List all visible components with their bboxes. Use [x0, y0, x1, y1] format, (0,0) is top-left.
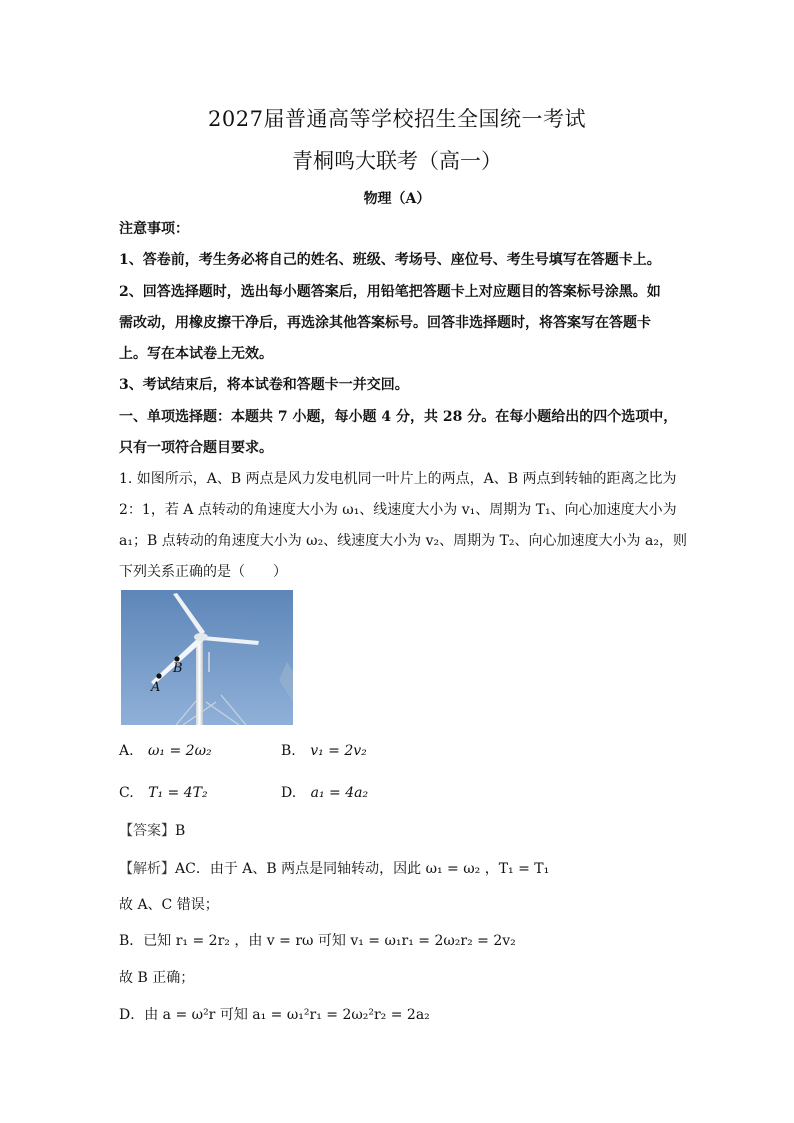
- option-a-letter: A.: [119, 743, 134, 759]
- question-1-line-3: a₁；B 点转动的角速度大小为 ω₂、线速度大小为 v₂、周期为 T₂、向心加速度大小为 a₂，则: [119, 533, 687, 549]
- option-d-text: a₁ = 4a₂: [310, 785, 369, 801]
- notice-item-2-line-1: 2、回答选择题时，选出每小题答案后，用铅笔把答题卡上对应题目的答案标号涂黑。如: [119, 284, 661, 300]
- analysis-line-2: 故 A、C 错误；: [119, 897, 219, 913]
- option-c-text: T₁ = 4T₂: [148, 785, 208, 801]
- analysis-line-5: D．由 a = ω²r 可知 a₁ = ω₁²r₁ = 2ω₂²r₂ = 2a₂: [119, 1007, 430, 1023]
- section-heading-line-1: 一、单项选择题：本题共 7 小题，每小题 4 分，共 28 分。在每小题给出的四个选项中，: [119, 409, 678, 425]
- notice-heading: 注意事项：: [119, 221, 189, 237]
- point-a-label: A: [151, 680, 161, 695]
- answer-label: 【答案】: [119, 823, 175, 839]
- sky-background: [121, 590, 293, 725]
- option-b: [281, 743, 367, 759]
- point-a-dot: [156, 673, 161, 678]
- answer-line: [119, 820, 185, 840]
- option-c: [119, 785, 208, 801]
- exam-subtitle: 青桐鸣大联考（高一）: [292, 149, 502, 173]
- option-a: [119, 743, 212, 759]
- question-1-line-1: 1. 如图所示，A、B 两点是风力发电机同一叶片上的两点，A、B 两点到转轴的距离之比为: [119, 471, 677, 487]
- notice-item-2-line-3: 上。写在本试卷上无效。: [119, 346, 273, 362]
- turbine-tower: [196, 640, 203, 725]
- section-heading-line-2: 只有一项符合题目要求。: [119, 440, 273, 456]
- wind-turbine-figure: [121, 590, 293, 725]
- notice-item-3: 3、考试结束后，将本试卷和答题卡一并交回。: [119, 377, 409, 393]
- exam-title: 2027届普通高等学校招生全国统一考试: [208, 107, 586, 131]
- analysis-label: 【解析】: [119, 861, 175, 877]
- analysis-line-1: [119, 858, 549, 878]
- option-d-letter: D.: [281, 785, 297, 801]
- analysis-line-3: B．已知 r₁ = 2r₂ ，由 v = rω 可知 v₁ = ω₁r₁ = 2ω₂r₂ = 2v₂: [119, 933, 516, 949]
- option-a-text: ω₁ = 2ω₂: [148, 743, 212, 759]
- answer-value: B: [175, 823, 186, 839]
- option-b-letter: B.: [281, 743, 296, 759]
- turbine-hub: [194, 633, 208, 641]
- notice-item-1: 1、答卷前，考生务必将自己的姓名、班级、考场号、座位号、考生号填写在答题卡上。: [119, 252, 661, 268]
- question-1-line-4: 下列关系正确的是（ ）: [119, 564, 287, 580]
- option-c-letter: C.: [119, 785, 134, 801]
- notice-item-2-line-2: 需改动，用橡皮擦干净后，再选涂其他答案标号。回答非选择题时，将答案写在答题卡: [119, 315, 651, 331]
- question-1-line-2: 2：1，若 A 点转动的角速度大小为 ω₁、线速度大小为 v₁、周期为 T₁、向心加速度大小为: [119, 502, 677, 518]
- analysis-text-1: AC．由于 A、B 两点是同轴转动，因此 ω₁ = ω₂ ，T₁ = T₁: [175, 861, 550, 877]
- analysis-line-4: 故 B 正确；: [119, 970, 195, 986]
- option-b-text: v₁ = 2v₂: [310, 743, 367, 759]
- option-d: [281, 785, 368, 801]
- subject-label: 物理（A）: [363, 191, 431, 207]
- point-b-label: B: [173, 661, 183, 676]
